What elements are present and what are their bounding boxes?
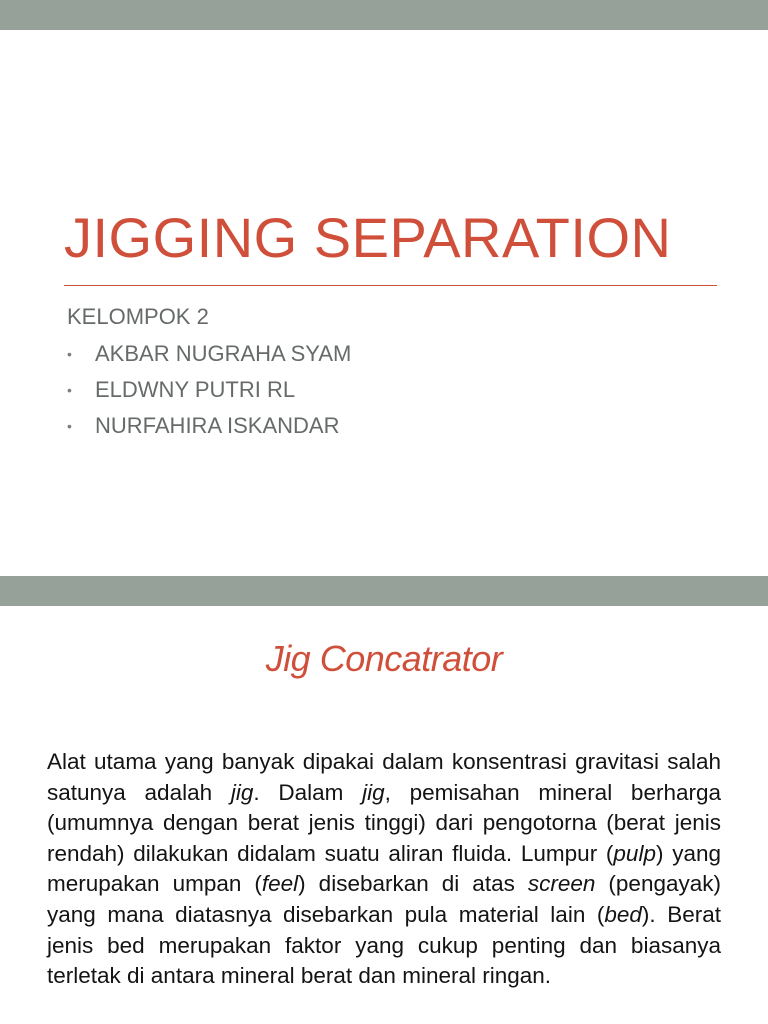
body-text-run: ) disebarkan di atas bbox=[298, 871, 528, 897]
content-slide-title: Jig Concatrator bbox=[265, 638, 503, 679]
body-text-run-italic: pulp bbox=[613, 840, 656, 866]
slide-top-band bbox=[0, 576, 768, 606]
body-text-run: Alat utama yang banyak dipakai dalam konsentrasi gravitasi salah satunya adalah bbox=[47, 749, 721, 805]
bullet-icon: • bbox=[67, 346, 72, 362]
title-underline bbox=[64, 285, 717, 286]
body-text-run-italic: jig bbox=[230, 779, 254, 805]
member-item bbox=[67, 372, 707, 408]
member-item bbox=[67, 336, 707, 372]
body-text-run: ) yang merupakan umpan ( bbox=[47, 840, 721, 897]
body-paragraph bbox=[47, 747, 721, 992]
body-text-run: (pengayak) yang mana diatasnya disebarkan pula material lain ( bbox=[47, 871, 721, 927]
bullet-icon: • bbox=[67, 418, 72, 434]
content-slide bbox=[0, 576, 768, 1024]
bullet-icon: • bbox=[67, 382, 72, 398]
body-text-run-italic: screen bbox=[527, 871, 596, 897]
slide-title: JIGGING SEPARATION bbox=[64, 206, 672, 269]
member-name: ELDWNY PUTRI RL bbox=[95, 377, 296, 402]
body-text-run-italic: bed bbox=[604, 901, 642, 927]
member-list bbox=[67, 336, 707, 444]
body-text-run: . Dalam bbox=[253, 779, 363, 805]
body-text-run-italic: feel bbox=[261, 871, 299, 897]
body-text-run: , pemisahan mineral berharga (umumnya dengan berat jenis tinggi) dari pengotorna (berat jenis rendah) dilakukan didalam suatu aliran fluida. Lumpur ( bbox=[47, 779, 721, 866]
member-item bbox=[67, 408, 707, 444]
group-label: KELOMPOK 2 bbox=[67, 304, 209, 329]
member-name: AKBAR NUGRAHA SYAM bbox=[95, 341, 352, 366]
body-text-run: ). Berat jenis bed merupakan faktor yang cukup penting dan biasanya terletak di antara mineral berat dan mineral ringan. bbox=[47, 901, 721, 989]
member-name: NURFAHIRA ISKANDAR bbox=[95, 413, 340, 438]
body-text-run-italic: jig bbox=[362, 779, 385, 805]
subtitle-block bbox=[67, 300, 707, 444]
slide-top-band bbox=[0, 0, 768, 30]
